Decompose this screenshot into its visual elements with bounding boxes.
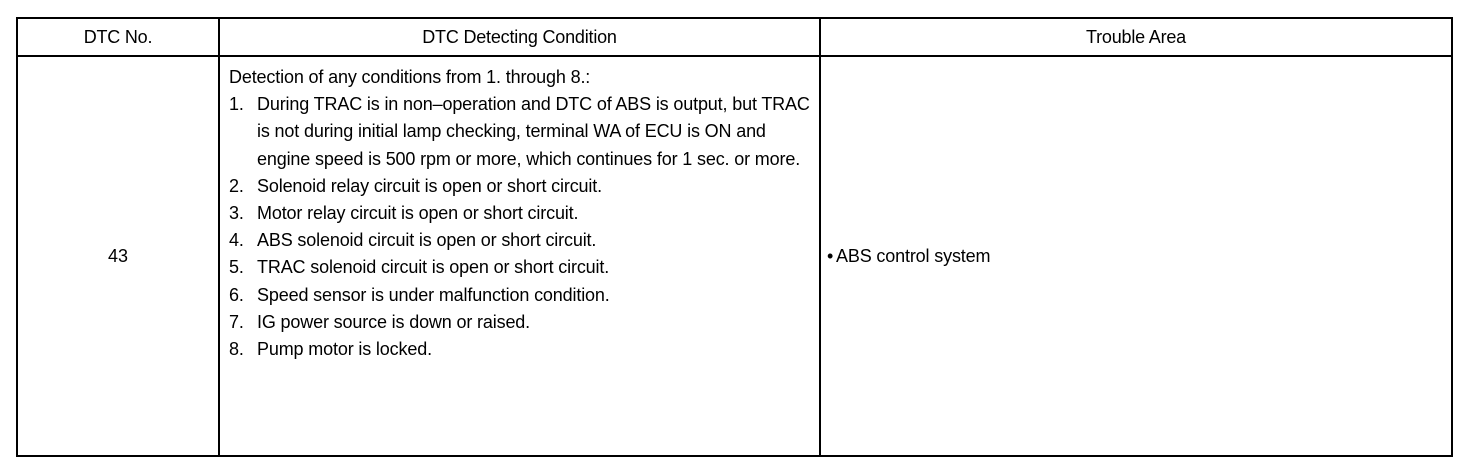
condition-item [229, 254, 813, 281]
condition-text: Pump motor is locked. [257, 339, 432, 360]
condition-number: 2. [229, 175, 244, 196]
condition-text: ABS solenoid circuit is open or short circuit. [257, 230, 597, 251]
condition-text: Solenoid relay circuit is open or short circuit. [257, 175, 602, 196]
condition-item [229, 200, 813, 227]
condition-number: 8. [229, 339, 244, 360]
condition-number: 1. [229, 94, 244, 115]
condition-text: TRAC solenoid circuit is open or short circuit. [257, 257, 610, 278]
condition-number: 5. [229, 257, 244, 278]
condition-text: Speed sensor is under malfunction condition. [257, 284, 610, 305]
condition-number: 4. [229, 230, 244, 251]
condition-item [229, 336, 813, 363]
dtc-table [16, 17, 1453, 457]
detecting-condition-cell [219, 56, 820, 456]
condition-item [229, 91, 813, 173]
condition-text: During TRAC is in non–operation and DTC of ABS is output, but TRAC is not during initial lamp checking, terminal WA of ECU is ON and engine speed is 500 rpm or more, which continues for 1 sec. or more. [257, 94, 810, 169]
condition-intro: Detection of any conditions from 1. through 8.: [229, 67, 591, 87]
table-body [17, 56, 1452, 456]
condition-item [229, 173, 813, 200]
condition-number: 7. [229, 311, 244, 332]
condition-text: Motor relay circuit is open or short circuit. [257, 203, 579, 224]
condition-text: IG power source is down or raised. [257, 311, 531, 332]
condition-list [229, 91, 813, 363]
condition-number: 3. [229, 203, 244, 224]
condition-item [229, 282, 813, 309]
bullet-icon: • [827, 245, 834, 266]
trouble-area-text: ABS control system [836, 245, 991, 266]
dtc-number-cell: 43 [17, 56, 219, 456]
header-detecting-condition: DTC Detecting Condition [219, 18, 820, 56]
table-row [17, 56, 1452, 456]
header-dtc-no: DTC No. [17, 18, 219, 56]
trouble-area-cell [820, 56, 1452, 456]
condition-number: 6. [229, 284, 244, 305]
condition-item [229, 227, 813, 254]
header-trouble-area: Trouble Area [820, 18, 1452, 56]
header-row [17, 18, 1452, 56]
condition-item [229, 309, 813, 336]
table-header [17, 18, 1452, 56]
